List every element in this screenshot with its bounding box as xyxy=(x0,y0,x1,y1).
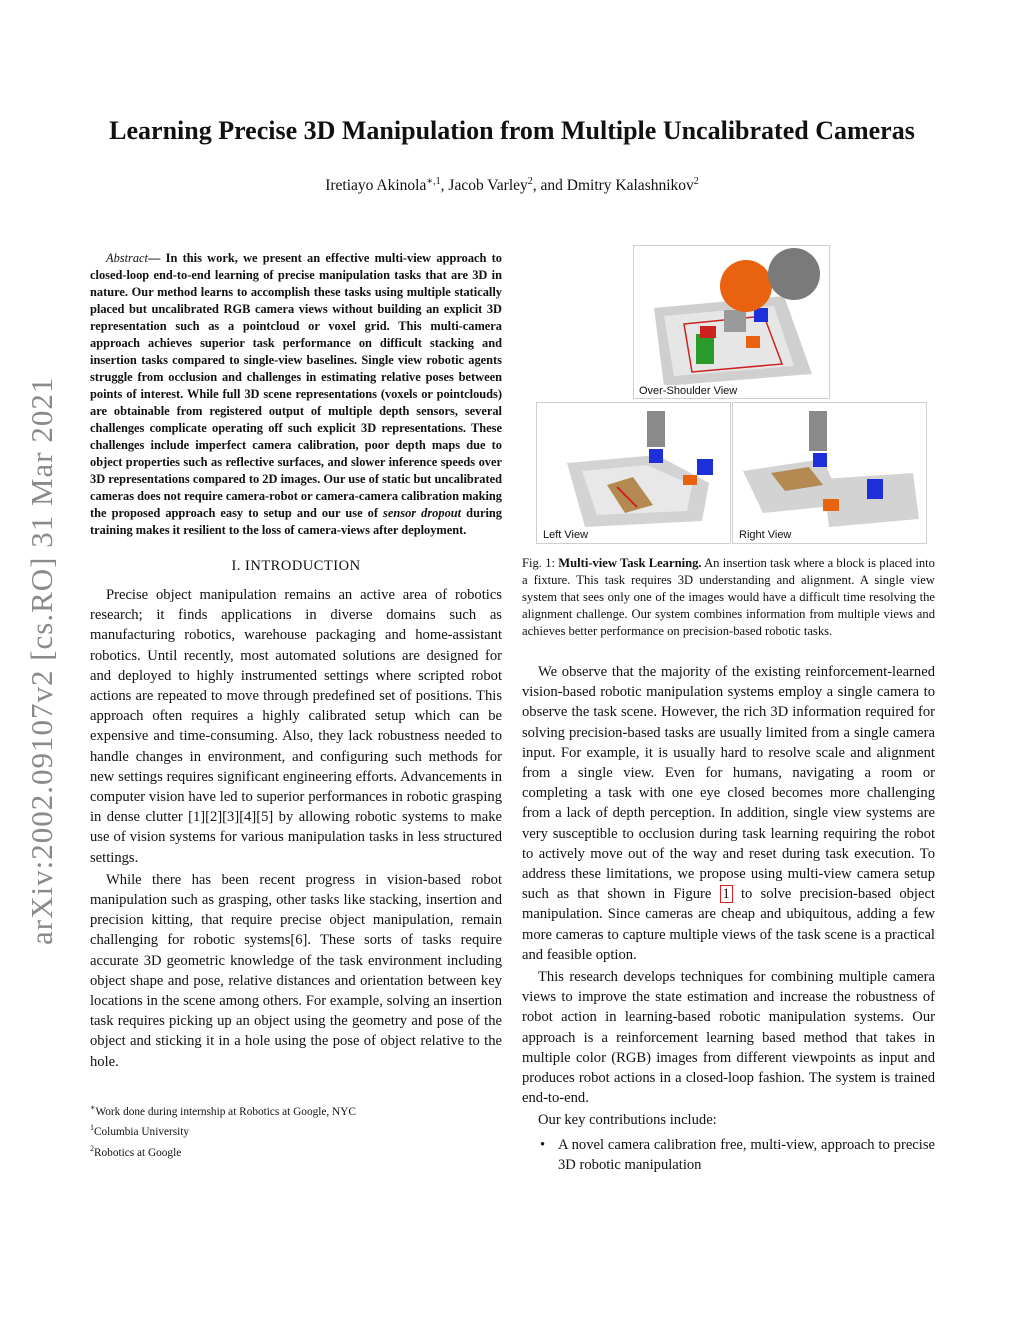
author-name: Dmitry Kalashnikov xyxy=(566,177,694,195)
abstract-lead: Abstract xyxy=(106,251,148,265)
list-item xyxy=(522,1135,935,1175)
gripper-arm xyxy=(809,411,827,451)
paper-title: Learning Precise 3D Manipulation from Multiple Uncalibrated Cameras xyxy=(109,116,915,145)
robot-arm-link xyxy=(768,248,820,300)
footnotes xyxy=(90,1100,502,1161)
footnote-mark: ∗ xyxy=(90,1102,96,1112)
author-list xyxy=(60,176,964,195)
orange-small-block xyxy=(746,336,760,348)
author-name: Iretiayo Akinola xyxy=(325,177,427,195)
body-paragraph: Precise object manipulation remains an active area of robotics research; it finds applications in diverse domains such as manufacturing robotics, warehouse packaging and home-assistant robotics. Until recently, most automated solutions are designed for and deployed to highly instrumented settings where scripted robot actions are repeated to move through predefined set of positions. This approach often requires a highly calibrated setup which can be expensive and time-consuming. Also, they lack robustness needed to handle changes in environment, and configuring such methods for new settings requires significant engineering efforts. Advancements in computer vision have led to superior performances in robotic grasping in dense clutter [1][2][3][4][5] by allowing robotic systems to make use of vision systems for various manipulation tasks in less structured settings. xyxy=(90,587,502,866)
right-view-panel xyxy=(732,402,927,544)
blue-cube xyxy=(697,459,713,475)
over-shoulder-scene xyxy=(634,246,829,398)
footnote-mark: 1 xyxy=(90,1123,94,1133)
caption-prefix: Fig. 1: xyxy=(522,556,559,570)
gripper-arm xyxy=(647,411,665,447)
figure-reference-link[interactable]: 1 xyxy=(720,885,733,903)
abstract-italic-term: sensor dropout xyxy=(383,506,462,520)
blue-cube-held xyxy=(649,449,663,463)
abstract-text-end: during training makes it resilient to the loss of camera-views after deployment. xyxy=(90,506,502,537)
caption-text: An insertion task where a block is placed into a fixture. This task requires 3D understanding and alignment. A single view system that sees only one of the images would have a difficult time resolving the alignment challenge. Our system combines information from multiple views and achieves better performance on precision-based robotic tasks. xyxy=(522,556,935,638)
right-column-text xyxy=(522,662,935,1175)
body-paragraph: This research develops techniques for combining multiple camera views to improve the state estimation and increase the robustness of robot action in learning-based robotic manipulation systems. Our approach is a reinforcement learning based method that takes in multiple color (RGB) images from different viewpoints as input and produces robot actions in a closed-loop fashion. The system is trained end-to-end. xyxy=(522,969,935,1107)
author-affiliation-mark: ∗,1 xyxy=(426,176,441,187)
left-view-scene xyxy=(537,403,730,543)
abstract xyxy=(90,250,502,539)
list-item-text: A novel camera calibration free, multi-view, approach to precise 3D robotic manipulation xyxy=(558,1136,935,1173)
figure-caption xyxy=(522,555,935,640)
right-view-label: Right View xyxy=(739,529,792,541)
over-shoulder-view-panel xyxy=(633,245,830,399)
contributions-list xyxy=(522,1135,935,1175)
paragraph-text: to solve precision-based object manipulation. Since cameras are cheap and ubiquitous, adding a few more cameras to capture multiple views of the task scene is a practical and feasible option. xyxy=(522,886,935,963)
author-affiliation-mark: 2 xyxy=(527,176,533,187)
footnote xyxy=(90,1120,502,1140)
body-paragraph: While there has been recent progress in vision-based robot manipulation such as grasping, other tasks like stacking, insertion and precision kitting, that require precise object manipulation, remain challenging for robotic systems[6]. These sorts of tasks require accurate 3D geometric knowledge of the task environment including object shape and pose, relative distances and orientation between key locations in the scene among others. For example, solving an insertion task requires picking up an object using the geometry and pose of the object and sticking it in a hole using the pose of object relative to the hole. xyxy=(90,871,502,1070)
orange-gripper-head xyxy=(720,260,772,312)
author-affiliation-mark: 2 xyxy=(693,176,699,187)
author-separator: , xyxy=(440,177,449,195)
blue-block xyxy=(754,308,768,322)
green-block xyxy=(696,334,714,364)
body-paragraph xyxy=(522,662,935,965)
right-view-scene xyxy=(733,403,926,543)
footnote-text: Robotics at Google xyxy=(94,1146,182,1159)
figure-1 xyxy=(522,245,935,545)
bullet-mark: • xyxy=(540,1136,546,1153)
left-view-panel xyxy=(536,402,731,544)
left-column xyxy=(90,250,502,1161)
right-column xyxy=(522,245,935,1175)
red-block xyxy=(700,326,716,338)
orange-cube xyxy=(683,475,697,485)
section-heading-introduction: I. INTRODUCTION xyxy=(231,558,361,574)
gripper-body xyxy=(724,310,746,332)
footnote xyxy=(90,1141,502,1161)
body-paragraph: Our key contributions include: xyxy=(538,1112,717,1129)
author-name: Jacob Varley xyxy=(448,177,528,195)
footnote-text: Columbia University xyxy=(94,1126,190,1138)
over-shoulder-label: Over-Shoulder View xyxy=(639,385,738,397)
paragraph-text: We observe that the majority of the existing reinforcement-learned vision-based robotic manipulation systems employ a single camera to observe the task scene. However, the rich 3D information required for solving precision-based tasks are usually limited from a single camera input. For example, it is usually hard to resolve scale and alignment from a single view. Even for humans, navigating a room or completing a task with one eye closed becomes more challenging from a lack of depth perception. In addition, single view systems are very susceptible to occlusion during task learning requiring the robot to actively move out of the way and reset during task execution. To address these limitations, we propose using multi-view camera setup such as that shown in Figure xyxy=(522,664,935,903)
caption-title: Multi-view Task Learning. xyxy=(558,556,702,570)
footnote-mark: 2 xyxy=(90,1143,94,1153)
orange-cube xyxy=(823,499,839,511)
arxiv-identifier: arXiv:2002.09107v2 [cs.RO] 31 Mar 2021 xyxy=(24,376,59,945)
blue-cube-held xyxy=(813,453,827,467)
footnote xyxy=(90,1100,502,1120)
left-view-label: Left View xyxy=(543,529,589,541)
footnote-text: Work done during internship at Robotics at Google, NYC xyxy=(95,1105,356,1118)
blue-cube xyxy=(867,479,883,499)
abstract-text: — In this work, we present an effective multi-view approach to closed-loop end-to-end learning of precise manipulation tasks that are 3D in nature. Our method learns to accomplish these tasks using multiple statically placed but uncalibrated RGB camera views without building an explicit 3D representation such as a pointcloud or voxel grid. This multi-camera approach achieves superior task performance on difficult stacking and insertion tasks compared to single-view baselines. Single view robotic agents struggle from occlusion and challenges in estimating relative poses between points of interest. While full 3D scene representations (voxels or pointclouds) are obtainable from registered output of multiple depth sensors, several challenges complicate operating off such explicit 3D representations. These challenges include imperfect camera calibration, poor depth maps due to object properties such as reflective surfaces, and slower inference speeds over 3D representations compared to 2D images. Our use of static but uncalibrated cameras does not require camera-robot or camera-camera calibration making the proposed approach easy to setup and our use of xyxy=(90,251,503,520)
author-separator: , and xyxy=(532,177,567,195)
